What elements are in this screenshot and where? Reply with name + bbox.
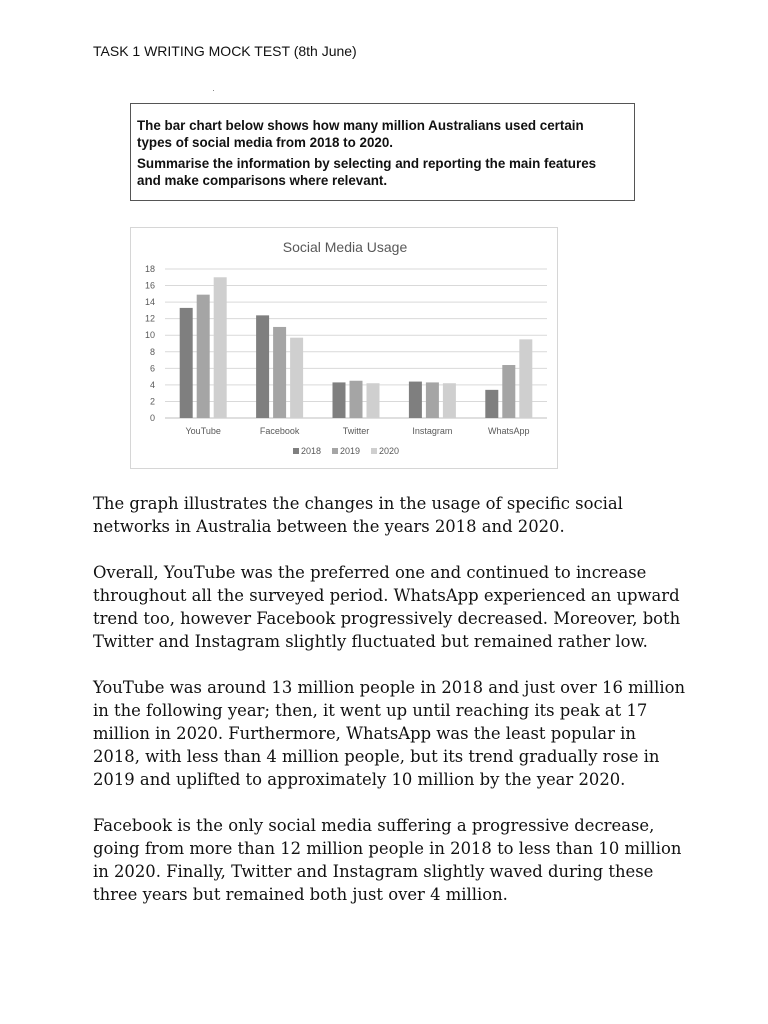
task-prompt-box [130, 103, 635, 201]
bar-youtube-2019 [197, 295, 210, 418]
legend-label-2019: 2019 [340, 446, 361, 456]
x-tick-label: WhatsApp [488, 426, 530, 436]
bar-instagram-2020 [443, 383, 456, 418]
bar-twitter-2018 [333, 382, 346, 418]
page-title: TASK 1 WRITING MOCK TEST (8th June) [93, 43, 357, 59]
y-tick-label: 18 [144, 264, 155, 274]
y-tick-label: 0 [149, 413, 155, 423]
bar-whatsapp-2019 [502, 365, 515, 418]
bar-chart-figure [130, 227, 558, 469]
bar-whatsapp-2018 [485, 390, 498, 418]
bar-instagram-2019 [426, 382, 439, 418]
essay-paragraph-intro: The graph illustrates the changes in the usage of specific social networks in Australia between the years 2018 and 2020. [93, 494, 623, 536]
essay-paragraph-body-2: Facebook is the only social media suffering a progressive decrease, going from more than 12 million people in 2018 to less than 10 million in 2020. Finally, Twitter and Instagram slightly waved during these three years but remained both just over 4 million. [93, 816, 682, 904]
x-tick-label: Twitter [342, 426, 370, 436]
y-tick-label: 4 [149, 379, 155, 390]
bar-facebook-2020 [290, 338, 303, 418]
x-tick-label: Instagram [412, 426, 453, 436]
bar-instagram-2018 [409, 382, 422, 418]
task-prompt-instruction: Summarise the information by selecting and reporting the main features and make comparisons where relevant. [137, 156, 597, 188]
bar-chart [131, 228, 557, 468]
essay-paragraph-overview: Overall, YouTube was the preferred one and continued to increase throughout all the surveyed period. WhatsApp experienced an upward trend too, however Facebook progressively decreased. Moreover, both Twitter and Instagram slightly fluctuated but remained rather low. [93, 563, 681, 651]
legend-swatch-2020 [371, 448, 377, 454]
bar-youtube-2018 [180, 308, 193, 418]
bar-twitter-2019 [350, 381, 363, 418]
y-tick-label: 8 [149, 346, 155, 357]
task-prompt-description: The bar chart below shows how many million Australians used certain types of social media from 2018 to 2020. [137, 118, 584, 150]
y-tick-label: 16 [144, 280, 155, 291]
legend-swatch-2018 [293, 448, 299, 454]
essay-paragraph-body-1: YouTube was around 13 million people in 2018 and just over 16 million in the following year; then, it went up until reaching its peak at 17 million in 2020. Furthermore, WhatsApp was the least popular in 2018, with less than 4 million people, but its trend gradually rose in 2019 and uplifted to approximately 10 million by the year 2020. [93, 678, 686, 789]
scan-speck [213, 90, 214, 91]
bar-youtube-2020 [214, 277, 227, 418]
chart-title: Social Media Usage [282, 239, 408, 255]
bar-whatsapp-2020 [519, 339, 532, 418]
x-tick-label: YouTube [185, 426, 221, 436]
essay-response [93, 492, 693, 929]
y-tick-label: 12 [144, 313, 155, 324]
legend-label-2018: 2018 [301, 446, 322, 456]
x-tick-label: Facebook [259, 426, 300, 436]
legend-swatch-2019 [332, 448, 338, 454]
bar-facebook-2019 [273, 327, 286, 418]
bar-twitter-2020 [367, 383, 380, 418]
y-tick-label: 6 [149, 363, 155, 374]
legend-label-2020: 2020 [379, 446, 400, 456]
y-tick-label: 14 [144, 297, 155, 308]
y-tick-label: 2 [149, 396, 155, 407]
y-tick-label: 10 [144, 330, 155, 341]
bar-facebook-2018 [256, 315, 269, 418]
